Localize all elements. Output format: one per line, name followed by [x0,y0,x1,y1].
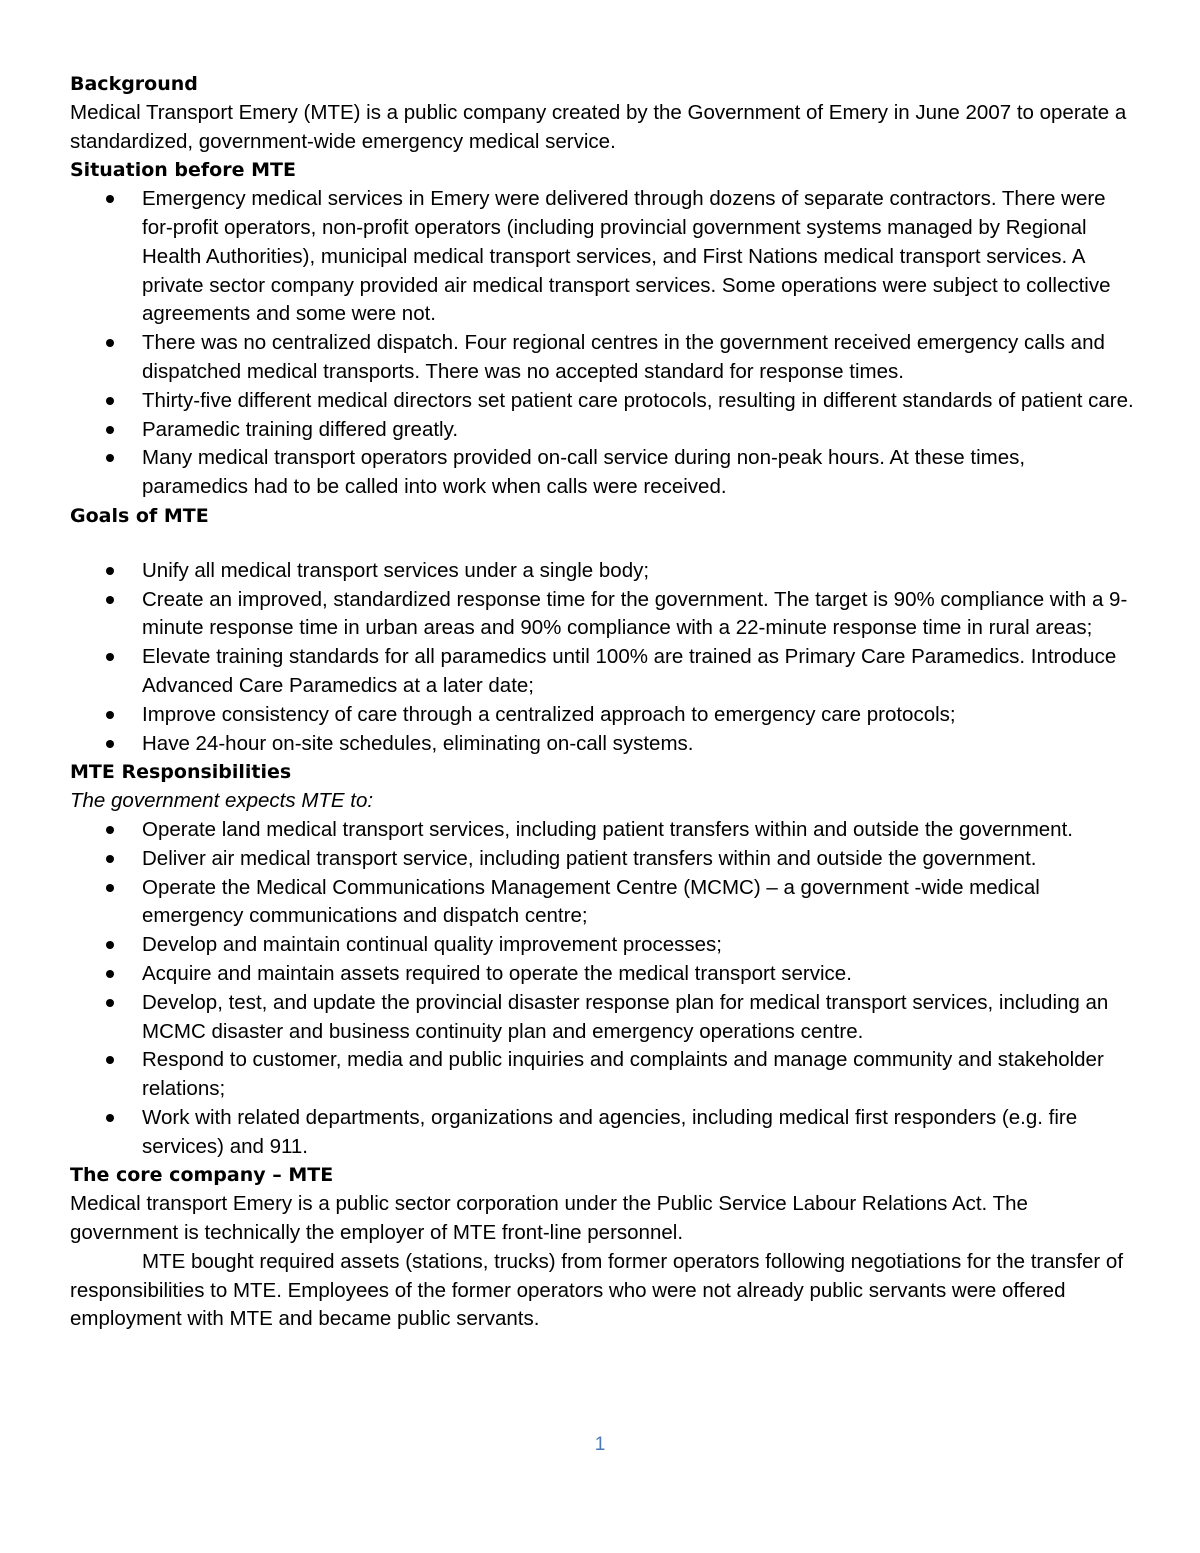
page-number: 1 [594,1434,606,1455]
list-item-text: Deliver air medical transport service, including patient transfers within and outside the government. [142,846,1037,870]
list-item [70,387,1135,416]
responsibilities-list [70,816,1135,1162]
list-item-text: Many medical transport operators provided on-call service during non-peak hours. At these times, paramedics had to be called into work when calls were received. [142,446,1026,499]
bullet-icon [106,1114,114,1122]
list-item [70,643,1135,701]
bullet-icon [106,970,114,978]
document-page [70,70,1135,1334]
bullet-icon [106,397,114,405]
bullet-icon [106,711,114,719]
list-item-text: Respond to customer, media and public inquiries and complaints and manage community and stakeholder relations; [142,1048,1104,1101]
list-item [70,1104,1135,1162]
goals-heading: Goals of MTE [70,504,209,527]
list-item [70,816,1135,845]
bullet-icon [106,941,114,949]
list-item [70,845,1135,874]
responsibilities-heading: MTE Responsibilities [70,761,292,784]
list-item-text: Operate land medical transport services, including patient transfers within and outside the government. [142,817,1073,841]
list-item [70,185,1135,329]
list-item [70,416,1135,445]
list-item [70,701,1135,730]
list-item [70,329,1135,387]
list-item-text: Thirty-five different medical directors set patient care protocols, resulting in different standards of patient care. [142,388,1134,412]
bullet-icon [106,999,114,1007]
list-item [70,730,1135,759]
bullet-icon [106,426,114,434]
list-item-text: Create an improved, standardized response time for the government. The target is 90% compliance with a 9-minute response time in urban areas and 90% compliance with a 22-minute response time in rural areas; [142,587,1128,640]
list-item [70,444,1135,502]
bullet-icon [106,596,114,604]
list-item [70,960,1135,989]
bullet-icon [106,339,114,347]
situation-heading: Situation before MTE [70,159,296,182]
situation-list [70,185,1135,502]
list-item [70,1046,1135,1104]
background-text: Medical Transport Emery (MTE) is a public company created by the Government of Emery in June 2007 to operate a standardized, government-wide emergency medical service. [70,100,1127,153]
list-item-text: Develop and maintain continual quality improvement processes; [142,933,723,957]
list-item-text: Have 24-hour on-site schedules, eliminating on-call systems. [142,731,694,755]
core-company-heading: The core company – MTE [70,1164,334,1187]
list-item-text: Unify all medical transport services under a single body; [142,558,650,582]
list-item [70,989,1135,1047]
list-item-text: Operate the Medical Communications Management Centre (MCMC) – a government -wide medical emergency communications and dispatch centre; [142,875,1040,928]
list-item [70,931,1135,960]
responsibilities-intro: The government expects MTE to: [70,789,374,813]
bullet-icon [106,855,114,863]
bullet-icon [106,653,114,661]
list-item-text: Work with related departments, organizations and agencies, including medical first responders (e.g. fire services) and 911. [142,1105,1078,1158]
list-item-text: Elevate training standards for all paramedics until 100% are trained as Primary Care Paramedics. Introduce Advanced Care Paramedics at a later date; [142,645,1117,697]
list-item [70,557,1135,586]
bullet-icon [106,826,114,834]
core-company-paragraph-2: MTE bought required assets (stations, trucks) from former operators following negotiations for the transfer of responsibilities to MTE. Employees of the former operators who were not already public servants were offered employment with MTE and became public servants. [70,1249,1124,1331]
bullet-icon [106,740,114,748]
list-item [70,586,1135,644]
goals-list [70,557,1135,759]
bullet-icon [106,1056,114,1064]
list-item-text: Improve consistency of care through a centralized approach to emergency care protocols; [142,702,956,726]
list-item-text: Paramedic training differed greatly. [142,417,459,441]
bullet-icon [106,195,114,203]
list-item-text: There was no centralized dispatch. Four regional centres in the government received emergency calls and dispatched medical transports. There was no accepted standard for response times. [142,331,1105,383]
list-item-text: Emergency medical services in Emery were delivered through dozens of separate contractors. There were for-profit operators, non-profit operators (including provincial government systems managed by Regional Health Authorities), municipal medical transport services, and First Nations medical transport services. A private sector company provided air medical transport services. Some operations were subject to collective agreements and some were not. [142,187,1111,326]
list-item-text: Acquire and maintain assets required to operate the medical transport service. [142,961,852,985]
bullet-icon [106,567,114,575]
bullet-icon [106,454,114,462]
bullet-icon [106,884,114,892]
list-item [70,874,1135,932]
list-item-text: Develop, test, and update the provincial disaster response plan for medical transport services, including an MCMC disaster and business continuity plan and emergency operations centre. [142,990,1109,1043]
background-heading: Background [70,73,198,95]
core-company-paragraph-1: Medical transport Emery is a public sector corporation under the Public Service Labour Relations Act. The government is technically the employer of MTE front-line personnel. [70,1192,1028,1245]
